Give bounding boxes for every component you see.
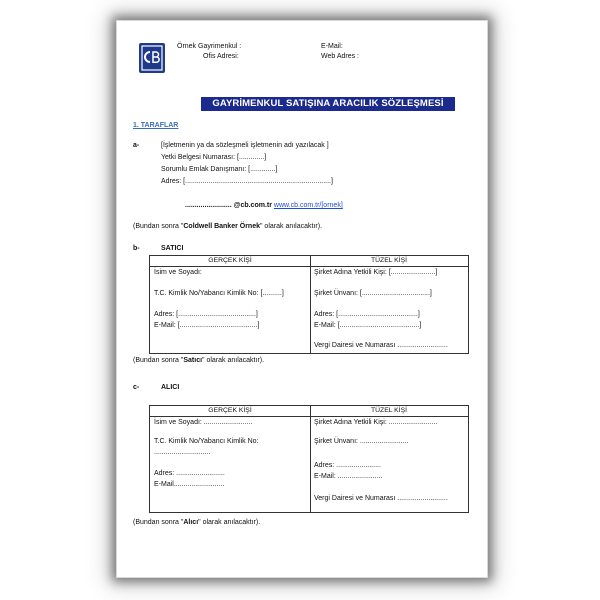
buyer-table bbox=[149, 405, 469, 513]
buyer-title: ALICI bbox=[161, 384, 180, 391]
buyer-address-field: Adres: ......................... bbox=[154, 470, 225, 477]
license-number-line: Yetki Belgesi Numarası: [.............] bbox=[161, 154, 267, 161]
buyer-id-value: ............................. bbox=[154, 449, 211, 456]
buyer-name-field: İsim ve Soyadı: ......................... bbox=[154, 419, 253, 426]
agency-address-line: Adres: [...........................................................................] bbox=[161, 178, 333, 185]
agency-website-link[interactable]: www.cb.com.tr/[ornek] bbox=[273, 202, 343, 209]
seller-tax-field: Vergi Dairesi ve Numarası .......................... bbox=[314, 342, 448, 349]
seller-company-rep-field: Şirket Adına Yetkili Kişi: [.......................] bbox=[314, 269, 438, 276]
web-address-label: Web Adres : bbox=[321, 53, 360, 60]
seller-company-title-field: Şirket Ünvanı: [...................................] bbox=[314, 290, 432, 297]
seller-company-email-field: E-Mail: [.........................................] bbox=[314, 322, 422, 329]
seller-address-field: Adres: [........................................] bbox=[154, 311, 258, 318]
company-label: Örnek Gayrimenkul : bbox=[177, 43, 242, 50]
buyer-note: (Bundan sonra "Alıcı" olarak anılacaktır). bbox=[133, 519, 261, 526]
responsible-consultant-line: Sorumlu Emlak Danışmanı: [.............] bbox=[161, 166, 278, 173]
party-a-note: (Bundan sonra "Coldwell Banker Örnek" olarak anılacaktır). bbox=[133, 223, 323, 230]
buyer-company-address-field: Adres: ....................... bbox=[314, 462, 381, 469]
section-heading: 1. TARAFLAR bbox=[133, 122, 179, 129]
seller-note: (Bundan sonra "Satıcı" olarak anılacaktır). bbox=[133, 357, 265, 364]
seller-name-field: İsim ve Soyadı: bbox=[154, 269, 202, 276]
buyer-email-field: E-Mail.......................... bbox=[154, 481, 225, 488]
item-a-marker: a- bbox=[133, 142, 140, 149]
seller-col-legal-entity: TÜZEL KİŞİ bbox=[370, 257, 407, 264]
agency-email: ........................ @cb.com.tr bbox=[185, 202, 272, 209]
buyer-company-title-field: Şirket Ünvanı: ......................... bbox=[314, 438, 409, 445]
coldwell-banker-logo bbox=[139, 43, 165, 73]
document-title: GAYRİMENKUL SATIŞINA ARACILIK SÖZLEŞMESİ bbox=[201, 97, 455, 111]
seller-company-address-field: Adres: [.........................................] bbox=[314, 311, 420, 318]
seller-title: SATICI bbox=[161, 245, 184, 252]
seller-email-field: E-Mail: [........................................] bbox=[154, 322, 260, 329]
office-address-label: Ofis Adresi: bbox=[203, 53, 239, 60]
seller-col-real-person: GERÇEK KİŞİ bbox=[208, 257, 252, 264]
agency-name-placeholder: [İşletmenin ya da sözleşmeli işletmenin adı yazılacak ] bbox=[161, 142, 329, 149]
item-b-marker: b- bbox=[133, 245, 140, 252]
buyer-col-real-person: GERÇEK KİŞİ bbox=[208, 407, 252, 414]
document-page bbox=[116, 20, 488, 578]
item-c-marker: c- bbox=[133, 384, 140, 391]
buyer-company-email-field: E-Mail: ....................... bbox=[314, 473, 383, 480]
agency-contact-line bbox=[185, 202, 343, 210]
seller-table bbox=[149, 255, 469, 354]
buyer-col-legal-entity: TÜZEL KİŞİ bbox=[370, 407, 407, 414]
buyer-tax-field: Vergi Dairesi ve Numarası .......................... bbox=[314, 495, 448, 502]
email-label: E-Mail: bbox=[321, 43, 343, 50]
buyer-company-rep-field: Şirket Adına Yetkili Kişi: ......................... bbox=[314, 419, 438, 426]
buyer-id-field: T.C. Kimlik No/Yabancı Kimlik No: bbox=[154, 438, 259, 445]
seller-id-field: T.C. Kimlik No/Yabancı Kimlik No: [..........] bbox=[154, 290, 284, 297]
